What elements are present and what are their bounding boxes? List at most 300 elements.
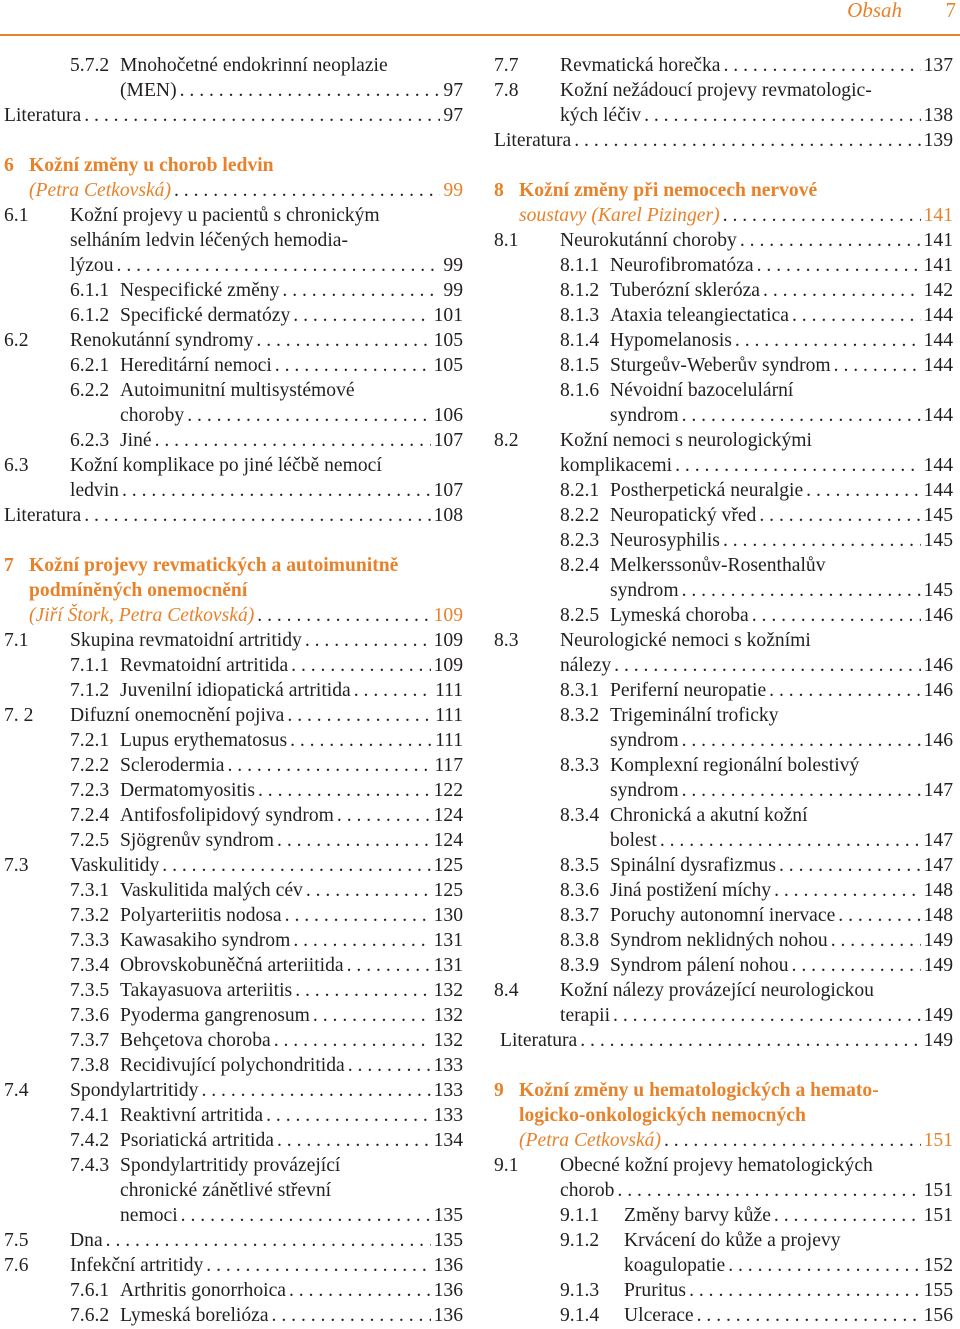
leader-dots (774, 1203, 921, 1228)
entry-number: 7.3.1 (70, 880, 110, 901)
leader-dots (831, 928, 921, 953)
toc-entry[interactable] (4, 1028, 463, 1053)
entry-line (494, 978, 953, 1003)
entry-line (4, 1228, 463, 1253)
toc-entry[interactable] (4, 378, 463, 428)
toc-entry[interactable] (494, 928, 953, 953)
entry-page: 99 (443, 180, 463, 201)
toc-entry[interactable] (4, 303, 463, 328)
entry-page: 111 (435, 680, 463, 701)
chapter-author: soustavy (Karel Pizinger) (519, 205, 720, 226)
leader-dots (763, 278, 921, 303)
toc-entry[interactable] (494, 703, 953, 753)
page-number: 7 (945, 0, 956, 22)
entry-number: 7.8 (494, 80, 519, 101)
toc-entry[interactable] (4, 453, 463, 503)
entry-number: 7.4.3 (70, 1155, 110, 1176)
entry-title: nemoci (120, 1205, 178, 1226)
leader-dots (277, 1128, 431, 1153)
toc-entry[interactable] (4, 803, 463, 828)
toc-entry[interactable] (494, 628, 953, 678)
entry-number: 9.1.2 (560, 1230, 600, 1251)
toc-entry[interactable] (494, 978, 953, 1028)
leader-dots (614, 653, 920, 678)
entry-number: 6 (4, 155, 14, 176)
leader-dots (287, 703, 432, 728)
entry-page: 141 (923, 255, 953, 276)
entry-title: Takayasuova arteriitis (120, 980, 293, 1001)
toc-entry[interactable] (494, 953, 953, 978)
toc-entry[interactable] (4, 203, 463, 278)
entry-number: 7.7 (494, 55, 519, 76)
entry-line (4, 853, 463, 878)
entry-title: Hereditární nemoci (120, 355, 272, 376)
entry-number: 7.3.7 (70, 1030, 110, 1051)
leader-dots (660, 828, 921, 853)
toc-chapter[interactable] (4, 553, 463, 628)
leader-dots (305, 628, 431, 653)
leader-dots (644, 103, 921, 128)
toc-entry[interactable] (4, 703, 463, 728)
leader-dots (290, 728, 432, 753)
leader-dots (348, 1053, 431, 1078)
entry-number: 7.3 (4, 855, 29, 876)
toc-entry[interactable] (494, 1028, 953, 1053)
leader-dots (792, 303, 921, 328)
entry-number: 7.3.2 (70, 905, 110, 926)
entry-number: 8.3.4 (560, 805, 600, 826)
toc-entry[interactable] (4, 828, 463, 853)
toc-entry[interactable] (4, 1153, 463, 1228)
entry-title: syndrom (610, 580, 679, 601)
toc-entry[interactable] (494, 503, 953, 528)
entry-page: 111 (435, 705, 463, 726)
entry-line (494, 1103, 953, 1128)
entry-title: Neurokutánní choroby (560, 230, 737, 251)
entry-number: 8.3.1 (560, 680, 600, 701)
entry-title: Sclerodermia (120, 755, 225, 776)
entry-line (4, 503, 463, 528)
entry-title: Sturgeův-Weberův syndrom (610, 355, 831, 376)
entry-number: 7.1 (4, 630, 29, 651)
toc-entry[interactable] (4, 503, 463, 528)
toc-entry[interactable] (494, 878, 953, 903)
entry-line (494, 1253, 953, 1278)
leader-dots (227, 753, 431, 778)
toc-entry[interactable] (4, 1128, 463, 1153)
toc-entry[interactable] (494, 803, 953, 853)
entry-line (4, 453, 463, 478)
entry-number: 7.3.5 (70, 980, 110, 1001)
entry-page: 97 (443, 105, 463, 126)
toc-entry[interactable] (494, 278, 953, 303)
toc-entry[interactable] (4, 1228, 463, 1253)
entry-number: 9.1 (494, 1155, 519, 1176)
entry-title: kých léčiv (560, 105, 642, 126)
entry-line (4, 78, 463, 103)
leader-dots (285, 903, 431, 928)
entry-title: Krvácení do kůže a projevy (624, 1230, 841, 1251)
entry-title: Neuropatický vřed (610, 505, 757, 526)
entry-title: selháním ledvin léčených hemodia- (70, 230, 349, 251)
leader-dots (792, 953, 921, 978)
toc-entry[interactable] (4, 1003, 463, 1028)
entry-title: Ulcerace (624, 1305, 694, 1326)
toc-entry[interactable] (4, 1278, 463, 1303)
entry-page: 146 (923, 680, 953, 701)
entry-page: 136 (433, 1255, 463, 1276)
leader-dots (266, 1103, 431, 1128)
toc-entry[interactable] (494, 128, 953, 153)
entry-page: 152 (923, 1255, 953, 1276)
entry-number: 7.1.1 (70, 655, 110, 676)
entry-page: 111 (435, 730, 463, 751)
entry-page: 124 (433, 830, 463, 851)
entry-page: 109 (433, 655, 463, 676)
entry-title: Mnohočetné endokrinní neoplazie (120, 55, 388, 76)
chapter-author: (Petra Cetkovská) (29, 180, 171, 201)
toc-entry[interactable] (494, 1203, 953, 1228)
entry-page: 124 (433, 805, 463, 826)
entry-line (494, 228, 953, 253)
toc-chapter[interactable] (494, 1078, 953, 1153)
entry-page: 107 (433, 480, 463, 501)
leader-dots (617, 1178, 920, 1203)
entry-title: Dermatomyositis (120, 780, 255, 801)
entry-line (4, 553, 463, 578)
toc-entry[interactable] (4, 1303, 463, 1328)
entry-title: Polyarteriitis nodosa (120, 905, 282, 926)
toc-entry[interactable] (4, 428, 463, 453)
toc-entry[interactable] (4, 1078, 463, 1103)
entry-title: Dna (70, 1230, 103, 1251)
toc-entry[interactable] (494, 1303, 953, 1328)
entry-page: 131 (433, 955, 463, 976)
entry-title: Kožní projevy u pacientů s chronickým (70, 205, 380, 226)
chapter-author: (Petra Cetkovská) (519, 1130, 661, 1151)
toc-entry[interactable] (494, 353, 953, 378)
entry-line (494, 778, 953, 803)
toc-column-right (494, 53, 953, 1328)
entry-page: 135 (433, 1230, 463, 1251)
entry-title: terapii (560, 1005, 611, 1026)
entry-title: Autoimunitní multisystémové (120, 380, 355, 401)
entry-number: 7. 2 (4, 705, 34, 726)
entry-title: Literatura (494, 130, 572, 151)
entry-title: Jiné (120, 430, 152, 451)
entry-page: 144 (923, 355, 953, 376)
entry-line (4, 328, 463, 353)
toc-entry[interactable] (494, 1153, 953, 1203)
toc-entry[interactable] (494, 1278, 953, 1303)
entry-title: syndrom (610, 730, 679, 751)
toc-entry[interactable] (4, 928, 463, 953)
leader-dots (162, 853, 430, 878)
section-title: Obsah (847, 0, 902, 22)
entry-line (4, 178, 463, 203)
leader-dots (580, 1028, 920, 1053)
entry-number: 7.2.3 (70, 780, 110, 801)
leader-dots (106, 1228, 431, 1253)
entry-line (4, 253, 463, 278)
entry-page: 138 (923, 105, 953, 126)
entry-number: 8.3.2 (560, 705, 600, 726)
leader-dots (723, 528, 921, 553)
entry-line (4, 103, 463, 128)
toc-entry[interactable] (494, 903, 953, 928)
leader-dots (256, 328, 430, 353)
toc-entry[interactable] (4, 678, 463, 703)
entry-title: Kožní nemoci s neurologickými (560, 430, 812, 451)
toc-entry[interactable] (494, 1228, 953, 1278)
entry-title: Antifosfolipidový syndrom (120, 805, 334, 826)
toc-entry[interactable] (4, 878, 463, 903)
entry-page: 133 (433, 1105, 463, 1126)
toc-entry[interactable] (4, 1253, 463, 1278)
entry-number: 8.3 (494, 630, 519, 651)
entry-line (494, 103, 953, 128)
entry-title: syndrom (610, 780, 679, 801)
entry-line (494, 653, 953, 678)
entry-title: ledvin (70, 480, 119, 501)
entry-page: 146 (923, 730, 953, 751)
entry-page: 142 (923, 280, 953, 301)
entry-number: 6.1.2 (70, 305, 110, 326)
leader-dots (295, 978, 430, 1003)
entry-number: 6.2 (4, 330, 29, 351)
entry-line (4, 228, 463, 253)
leader-dots (752, 603, 921, 628)
entry-page: 144 (923, 405, 953, 426)
entry-title: Syndrom neklidných nohou (610, 930, 828, 951)
toc-entry[interactable] (494, 253, 953, 278)
toc-entry[interactable] (494, 528, 953, 553)
leader-dots (180, 78, 441, 103)
toc-entry[interactable] (494, 228, 953, 253)
entry-page: 148 (923, 905, 953, 926)
toc-entry[interactable] (4, 753, 463, 778)
section-gap (4, 528, 463, 553)
entry-line (494, 128, 953, 153)
entry-title: Sjögrenův syndrom (120, 830, 275, 851)
toc-entry[interactable] (4, 853, 463, 878)
entry-title: Vaskulitida malých cév (120, 880, 303, 901)
chapter-author: (Jiří Štork, Petra Cetkovská) (29, 605, 255, 626)
leader-dots (347, 953, 431, 978)
entry-number: 7.2.4 (70, 805, 110, 826)
leader-dots (682, 778, 921, 803)
entry-title: Spondylartritidy (70, 1080, 199, 1101)
toc-entry[interactable] (494, 603, 953, 628)
entry-number: 6.2.2 (70, 380, 110, 401)
entry-number: 7.3.3 (70, 930, 110, 951)
entry-line (494, 178, 953, 203)
entry-page: 149 (923, 1030, 953, 1051)
entry-line (4, 578, 463, 603)
entry-title: Postherpetická neuralgie (610, 480, 804, 501)
entry-page: 107 (433, 430, 463, 451)
entry-line (4, 403, 463, 428)
entry-title: (MEN) (120, 80, 177, 101)
entry-number: 8.4 (494, 980, 519, 1001)
entry-title: Psoriatická artritida (120, 1130, 274, 1151)
entry-line (494, 453, 953, 478)
toc-entry[interactable] (494, 78, 953, 128)
entry-number: 7.6 (4, 1255, 29, 1276)
leader-dots (275, 353, 431, 378)
toc-entry[interactable] (4, 778, 463, 803)
entry-title: koagulopatie (624, 1255, 726, 1276)
entry-page: 105 (433, 330, 463, 351)
entry-page: 141 (923, 205, 953, 226)
toc-entry[interactable] (494, 303, 953, 328)
leader-dots (117, 253, 441, 278)
entry-page: 145 (923, 580, 953, 601)
entry-title: Spinální dysrafizmus (610, 855, 776, 876)
section-gap (494, 1053, 953, 1078)
entry-title: Neurosyphilis (610, 530, 720, 551)
entry-title: Neurofibromatóza (610, 255, 754, 276)
leader-dots (201, 1078, 430, 1103)
toc-entry[interactable] (4, 953, 463, 978)
entry-line (494, 728, 953, 753)
leader-dots (689, 1278, 921, 1303)
leader-dots (740, 228, 921, 253)
toc-entry[interactable] (4, 103, 463, 128)
toc-entry[interactable] (494, 428, 953, 478)
leader-dots (682, 728, 921, 753)
toc-chapter[interactable] (494, 178, 953, 228)
entry-title: Kožní nežádoucí projevy revmatologic- (560, 80, 872, 101)
entry-title: logicko-onkologických nemocných (519, 1105, 806, 1126)
leader-dots (258, 778, 431, 803)
entry-number: 7.3.8 (70, 1055, 110, 1076)
entry-page: 145 (923, 505, 953, 526)
entry-title: Melkerssonův-Rosenthalův (610, 555, 826, 576)
toc-entry[interactable] (4, 1103, 463, 1128)
entry-line (4, 1203, 463, 1228)
entry-title: Nespecifické změny (120, 280, 280, 301)
entry-title: Difuzní onemocnění pojiva (70, 705, 285, 726)
entry-page: 137 (923, 55, 953, 76)
entry-number: 7.6.1 (70, 1280, 110, 1301)
toc-entry[interactable] (494, 753, 953, 803)
entry-page: 144 (923, 330, 953, 351)
leader-dots (293, 928, 430, 953)
entry-line (494, 1153, 953, 1178)
entry-number: 7.4.1 (70, 1105, 110, 1126)
page-header (0, 0, 960, 36)
entry-title: Literatura (4, 105, 82, 126)
entry-title: nálezy (560, 655, 612, 676)
entry-page: 136 (433, 1305, 463, 1326)
entry-title: Jiná postižení míchy (610, 880, 772, 901)
toc-entry[interactable] (4, 353, 463, 378)
entry-page: 149 (923, 955, 953, 976)
toc-entry[interactable] (494, 53, 953, 78)
entry-title: Kožní změny u hematologických a hemato- (519, 1080, 879, 1101)
entry-page: 99 (443, 255, 463, 276)
entry-line (494, 78, 953, 103)
toc-entry[interactable] (494, 853, 953, 878)
entry-number: 8 (494, 180, 504, 201)
leader-dots (682, 403, 921, 428)
toc-entry[interactable] (4, 653, 463, 678)
entry-page: 131 (433, 930, 463, 951)
entry-number: 9.1.3 (560, 1280, 600, 1301)
entry-number: 7.2.2 (70, 755, 110, 776)
toc-entry[interactable] (4, 53, 463, 103)
entry-page: 134 (433, 1130, 463, 1151)
toc-entry[interactable] (4, 1053, 463, 1078)
leader-dots (774, 878, 921, 903)
entry-title: choroby (120, 405, 185, 426)
entry-line (494, 1128, 953, 1153)
toc-entry[interactable] (494, 328, 953, 353)
entry-title: Behçetova choroba (120, 1030, 271, 1051)
entry-page: 147 (923, 780, 953, 801)
entry-number: 6.1.1 (70, 280, 110, 301)
entry-number: 8.3.8 (560, 930, 600, 951)
entry-title: Poruchy autonomní inervace (610, 905, 836, 926)
entry-title: Neurologické nemoci s kožními (560, 630, 811, 651)
leader-dots (757, 253, 921, 278)
entry-page: 99 (443, 280, 463, 301)
entry-page: 133 (433, 1055, 463, 1076)
toc-entry[interactable] (4, 978, 463, 1003)
entry-title: Kožní projevy revmatických a autoimunitně (29, 555, 399, 576)
entry-number: 7.3.6 (70, 1005, 110, 1026)
entry-title: Literatura (4, 505, 82, 526)
toc-entry[interactable] (4, 728, 463, 753)
entry-title: Skupina revmatoidní artritidy (70, 630, 302, 651)
leader-dots (728, 1253, 920, 1278)
toc-entry[interactable] (4, 903, 463, 928)
leader-dots (272, 1303, 431, 1328)
entry-page: 146 (923, 605, 953, 626)
toc-entry[interactable] (494, 678, 953, 703)
entry-number: 7 (4, 555, 14, 576)
entry-page: 144 (923, 480, 953, 501)
toc-entry[interactable] (494, 378, 953, 428)
leader-dots (664, 1128, 921, 1153)
entry-title: Kožní změny u chorob ledvin (29, 155, 274, 176)
leader-dots (697, 1303, 921, 1328)
entry-line (494, 1028, 953, 1053)
entry-number: 8.2.5 (560, 605, 600, 626)
leader-dots (723, 53, 920, 78)
toc-entry[interactable] (494, 553, 953, 603)
entry-number: 6.3 (4, 455, 29, 476)
section-gap (4, 128, 463, 153)
entry-page: 145 (923, 530, 953, 551)
toc-entry[interactable] (4, 628, 463, 653)
leader-dots (257, 603, 430, 628)
entry-number: 7.1.2 (70, 680, 110, 701)
entry-number: 7.2.5 (70, 830, 110, 851)
entry-page: 108 (433, 505, 463, 526)
toc-chapter[interactable] (4, 153, 463, 203)
entry-number: 8.3.5 (560, 855, 600, 876)
toc-entry[interactable] (4, 278, 463, 303)
toc-entry[interactable] (494, 478, 953, 503)
entry-page: 101 (433, 305, 463, 326)
toc-entry[interactable] (4, 328, 463, 353)
entry-page: 151 (923, 1205, 953, 1226)
entry-number: 8.1.5 (560, 355, 600, 376)
entry-number: 8.2 (494, 430, 519, 451)
entry-line (494, 828, 953, 853)
